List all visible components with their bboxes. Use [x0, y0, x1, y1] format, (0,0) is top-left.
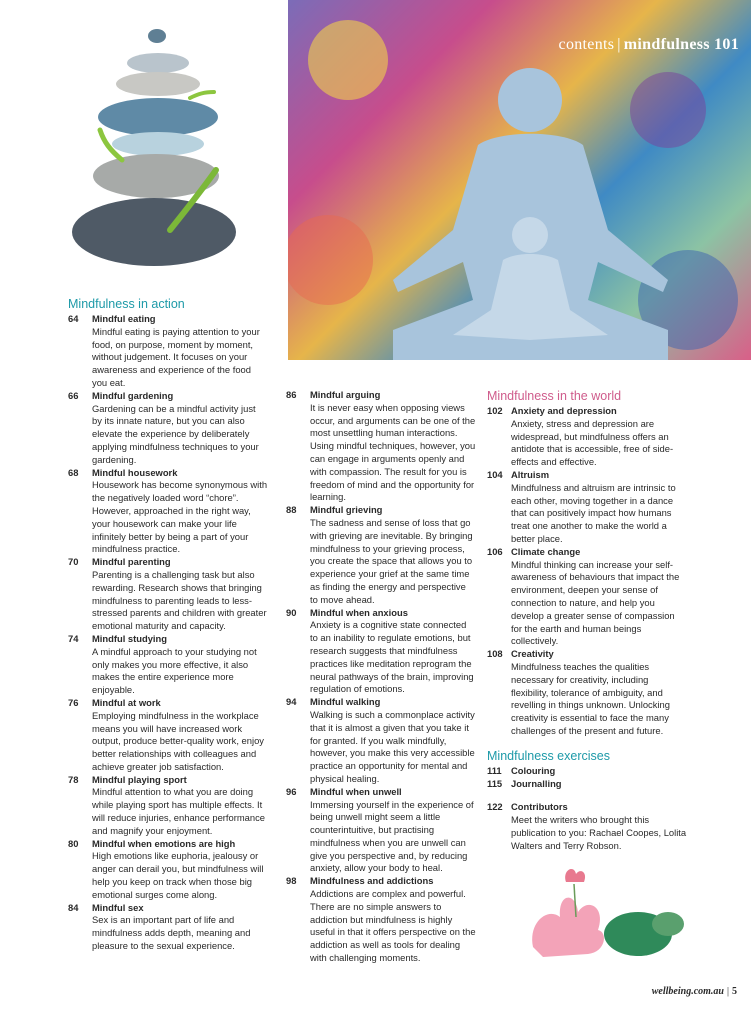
entry-description: Meet the writers who brought this publication to you: Rachael Coopes, Lolita Walters and Terry Robson. [511, 814, 687, 851]
contents-list [286, 389, 476, 965]
entry-title: Mindful gardening [92, 389, 174, 401]
page-number: 68 [68, 466, 79, 478]
contents-list [68, 313, 268, 953]
entry-description: Mindfulness and altruism are intrinsic to each other, moving together in a dance that can positively impact how humans treat one another to make the world a better place. [511, 481, 676, 544]
contents-entry[interactable] [487, 469, 687, 546]
contents-entry-contributors[interactable] [487, 801, 687, 852]
header-title: mindfulness 101 [623, 36, 739, 53]
contents-entry[interactable] [286, 786, 476, 876]
page-number: 104 [487, 468, 503, 480]
page-number: 90 [286, 606, 297, 618]
contents-list [487, 405, 687, 738]
entry-heading [68, 556, 268, 569]
entry-heading [286, 504, 476, 517]
header-separator: | [617, 36, 621, 53]
contents-entry[interactable] [286, 607, 476, 697]
page-number: 111 [487, 764, 502, 776]
page-number: 78 [68, 773, 79, 785]
entry-description: Parenting is a challenging task but also rewarding. Research shows that bringing mindfulness to parenting leads to less-stressed parents and children with greater emotional maturity and capacity. [92, 568, 267, 632]
page-number: 108 [487, 648, 503, 660]
entry-title: Mindful sex [92, 901, 144, 913]
entry-title: Mindful parenting [92, 556, 171, 568]
contents-entry[interactable] [68, 697, 268, 774]
entry-heading [286, 607, 476, 620]
footer-site[interactable]: wellbeing.com.au [651, 986, 724, 997]
entry-description: Walking is such a commonplace activity that it is almost a given that you take it for granted. If you walk mindfully, however, you make this very accessible practice an opportunity for mental and physical healing. [310, 708, 475, 784]
entry-heading [286, 786, 476, 799]
contents-entry[interactable] [68, 467, 268, 557]
contents-entry[interactable] [68, 313, 268, 390]
contents-entry[interactable] [68, 902, 268, 953]
page-number: 80 [68, 837, 79, 849]
entry-heading [68, 467, 268, 480]
entry-heading [487, 765, 687, 778]
entry-title: Mindful eating [92, 313, 156, 324]
entry-title: Mindful housework [92, 466, 178, 478]
contents-entry[interactable] [286, 389, 476, 504]
section-title-in-world: Mindfulness in the world [487, 389, 622, 403]
contents-entry[interactable] [487, 546, 687, 648]
page-number: 122 [487, 801, 503, 813]
page-number: 64 [68, 313, 79, 324]
contents-entry[interactable] [487, 778, 687, 791]
page-number: 76 [68, 696, 79, 708]
entry-title: Colouring [511, 764, 556, 776]
entry-title: Mindful when anxious [310, 606, 408, 618]
entry-heading [68, 313, 268, 326]
contents-column-1 [68, 296, 268, 953]
page-number: 88 [286, 504, 297, 516]
entry-description: It is never easy when opposing views occur, and arguments can be one of the most unsettling human interactions. Using mindful techniques, however, you can engage in arguments openly and with compassion. The result for you is freedom of mind and the opportunity for learning. [310, 401, 476, 503]
entry-title: Mindful arguing [310, 389, 381, 400]
entry-title: Mindful when emotions are high [92, 837, 236, 849]
entry-heading [68, 774, 268, 787]
entry-description: Gardening can be a mindful activity just by its innate nature, but you can also elevate the experience by deliberately applying mindfulness techniques to your gardening. [92, 402, 259, 465]
page-footer [652, 986, 737, 997]
entry-description: Mindful attention to what you are doing while playing sport has multiple effects. It will reduce injuries, enhance performance and magnify your enjoyment. [92, 786, 266, 836]
entry-title: Mindful playing sport [92, 773, 187, 785]
contents-entry[interactable] [68, 838, 268, 902]
contents-entry[interactable] [68, 556, 268, 633]
contents-entry[interactable] [487, 405, 687, 469]
page-number: 84 [68, 901, 79, 913]
lotus-flower-illustration [518, 862, 698, 967]
entry-title: Mindfulness and addictions [310, 875, 434, 887]
entry-title: Mindful walking [310, 696, 381, 708]
entry-title: Altruism [511, 468, 550, 480]
entry-heading [68, 390, 268, 403]
entry-title: Anxiety and depression [511, 405, 617, 416]
entry-title: Creativity [511, 648, 554, 660]
page-number: 106 [487, 545, 503, 557]
page-header [559, 36, 739, 54]
entry-title: Mindful when unwell [310, 785, 402, 797]
entry-heading [487, 648, 687, 661]
entry-heading [68, 697, 268, 710]
contents-entry[interactable] [68, 774, 268, 838]
page-number: 86 [286, 389, 297, 400]
entry-title: Mindful studying [92, 632, 167, 644]
entry-description: Housework has become synonymous with the negatively loaded word “chore”. However, approached in the right way, your housework can make your life infinitely better by being a part of your mindfulness practice. [92, 479, 268, 555]
entry-heading [487, 546, 687, 559]
entry-heading [68, 838, 268, 851]
page-number: 70 [68, 556, 79, 568]
entry-heading [286, 696, 476, 709]
entry-heading [487, 405, 687, 418]
contents-column-3 [487, 388, 687, 853]
entry-description: Addictions are complex and powerful. There are no simple answers to addiction but mindfulness is highly useful in that it offers perspective on the addiction as well as tools for dealing with challenging moments. [310, 888, 476, 964]
stacked-stones-illustration [70, 20, 240, 270]
entry-description: Mindful thinking can increase your self-awareness of behaviours that impact the environment, deepen your sense of connection to nature, and help you develop a greater sense of compassion for the earth and human beings collectively. [511, 558, 680, 647]
page-number: 96 [286, 785, 297, 797]
contents-entry[interactable] [487, 648, 687, 738]
contents-entry[interactable] [487, 765, 687, 778]
entry-heading [68, 902, 268, 915]
contents-entry[interactable] [68, 390, 268, 467]
section-title-in-action: Mindfulness in action [68, 297, 185, 311]
entry-description: Sex is an important part of life and mindfulness adds depth, meaning and pleasure to the sexual experience. [92, 914, 251, 952]
entry-title: Journalling [511, 777, 562, 789]
entry-description: Anxiety, stress and depression are widespread, but mindfulness offers an antidote that is accessible, free of side-effects and effective. [511, 417, 674, 468]
page-number: 102 [487, 405, 503, 416]
entry-heading [487, 469, 687, 482]
meditation-silhouette-illustration [288, 0, 751, 360]
header-section: contents [558, 36, 615, 53]
page-number: 94 [286, 696, 297, 708]
entry-title: Mindful at work [92, 696, 161, 708]
contents-list [487, 765, 687, 791]
page-number: 98 [286, 875, 297, 887]
entry-description: Mindful eating is paying attention to your food, on purpose, moment by moment, without judgement. It focuses on your awareness and experience of the food you eat. [92, 325, 260, 388]
contents-entry[interactable] [286, 696, 476, 786]
page-number: 115 [487, 777, 503, 789]
hero-artwork [288, 0, 751, 360]
contents-entry[interactable] [286, 875, 476, 965]
entry-description: A mindful approach to your studying not only makes you more effective, it also makes the entire experience more enjoyable. [92, 645, 257, 696]
entry-title: Climate change [511, 545, 581, 557]
entry-heading [68, 633, 268, 646]
contents-column-2 [286, 389, 476, 965]
page-number: 74 [68, 632, 79, 644]
entry-heading [286, 875, 476, 888]
footer-separator: | [726, 986, 729, 997]
entry-title: Contributors [511, 801, 568, 813]
entry-description: High emotions like euphoria, jealousy or anger can derail you, but mindfulness will help you keep on track when those big emotional surges come along. [92, 850, 264, 900]
page-number: 66 [68, 389, 79, 401]
section-title-exercises: Mindfulness exercises [487, 748, 610, 763]
contents-entry[interactable] [68, 633, 268, 697]
entry-description: Anxiety is a cognitive state connected to an inability to regulate emotions, but research suggests that mindfulness practices like meditation reprogram the neural pathways of the brain, improving regulation of emotions. [310, 619, 474, 695]
entry-heading [286, 389, 476, 402]
entry-heading [487, 778, 687, 791]
entry-description: Employing mindfulness in the workplace means you will have increased work output, produce better-quality work, enjoy better relationships with colleagues and achieve greater job satisfaction. [92, 709, 264, 772]
entry-description: Mindfulness teaches the qualities necessary for creativity, including flexibility, tolerance of ambiguity, and revelling in things unknown. Unlocking creativity is essential to face the many challenges of the present and future. [511, 660, 670, 736]
page-number: 5 [732, 986, 737, 997]
entry-description: Immersing yourself in the experience of being unwell might seem a little counterintuitive, but practising mindfulness when you are unwell can give you perspective and, by reducing anxiety, allow your body to heal. [310, 798, 474, 874]
entry-description: The sadness and sense of loss that go with grieving are inevitable. By bringing mindfulness to your grieving process, you create the space that allows you to experience your grief at the same time as finding the energy and perspective to move ahead. [310, 516, 473, 605]
entry-title: Mindful grieving [310, 504, 383, 516]
contents-entry[interactable] [286, 504, 476, 606]
